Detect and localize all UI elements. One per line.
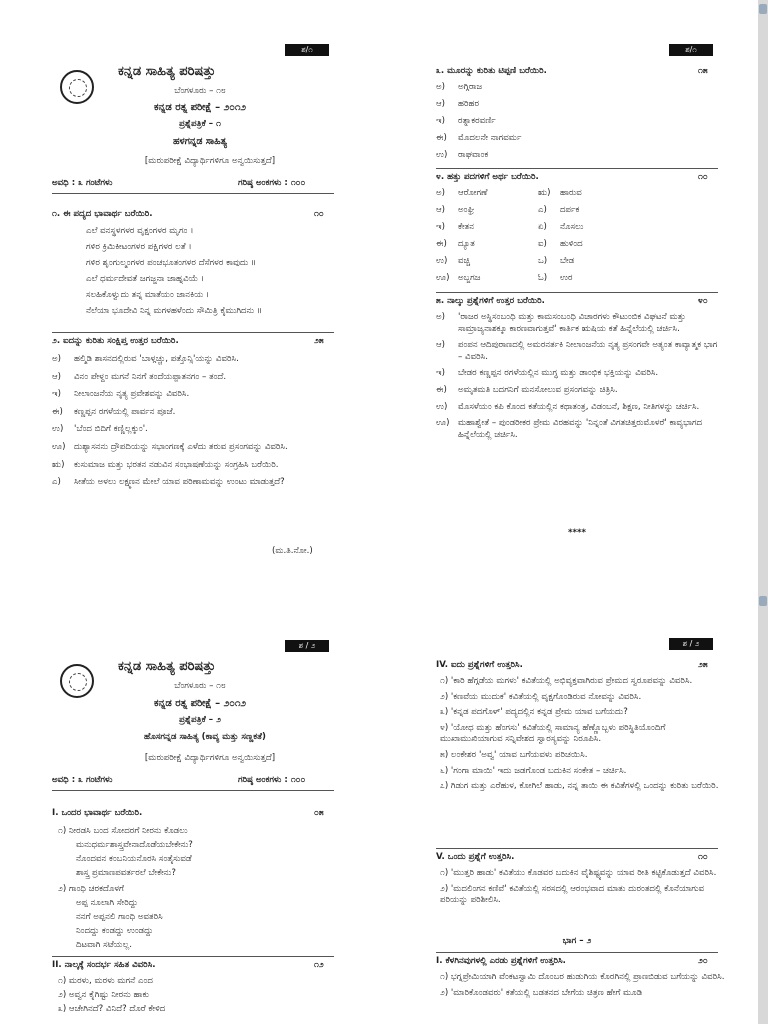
list-item: ಇ) ಬೇಡರ ಕಣ್ಣಪ್ಪನ ರಗಳೆಯಲ್ಲಿನ ಮುಗ್ಧ ಮತ್ತು ಡಾಂಭಿಕ ಭಕ್ತಿಯನ್ನು ವಿವರಿಸಿ. — [436, 368, 659, 379]
question-2: ೨. ಐದನ್ನು ಕುರಿತು ಸಂಕ್ಷಿಪ್ತ ಉತ್ತರ ಬರೆಯಿರಿ. — [52, 336, 179, 346]
end-mark: **** — [568, 528, 586, 538]
poem-line: ಎಲೆ ವನಸ್ಥಳಗಳರ ವೃಕ್ಷಂಗಳರ ಮೃಗಂ । — [86, 226, 194, 236]
question-3-items — [436, 82, 521, 167]
question-I-part-2-items — [440, 972, 725, 1003]
paper-code: ಶ / ೨ — [285, 640, 329, 652]
list-item: ೧) 'ಕಾರಿ ಹೆಗ್ಗಡೆಯ ಮಗಳು' ಕವಿತೆಯಲ್ಲಿ ಅಭಿವ್ಯಕ್ತವಾಗಿರುವ ಪ್ರೇಮದ ಸ್ವರೂಪವನ್ನು ವಿವರಿಸಿ. — [440, 676, 693, 686]
parishat-logo — [60, 664, 94, 698]
page-3 — [0, 620, 384, 1024]
question-II: II. ನಾಲ್ಕಕ್ಕೆ ಸಂದರ್ಭ ಸಹಿತ ವಿವರಿಸಿ. — [52, 960, 156, 970]
list-item: ಈ) ದ್ಯೂತ ಐ) ಹುಳಿಂದ — [436, 239, 583, 249]
poem — [86, 226, 356, 322]
poem-line: ೨) ಗಾಂಧಿ ಚರಕದೊಳಗೆ — [58, 884, 124, 894]
list-item: ೧) ಮರಳು, ಮರಳು ಮಗನೆ ಎಂದ — [58, 976, 153, 986]
page-marker-icon[interactable] — [759, 596, 767, 606]
question-3: ೩. ಮೂರನ್ನು ಕುರಿತು ಟಿಪ್ಪಣಿ ಬರೆಯಿರಿ. — [436, 66, 547, 76]
city: ಬೆಂಗಳೂರು – ೧೮ — [174, 86, 226, 96]
question-1: ೧. ಈ ಪದ್ಯದ ಭಾವಾರ್ಥ ಬರೆಯಿರಿ. — [52, 209, 153, 219]
question-II-marks: ೧೨ — [314, 960, 324, 970]
paper-number: ಪ್ರಶ್ನೆಪತ್ರಿಕೆ – ೨ — [179, 715, 221, 725]
question-V-marks: ೧೦ — [698, 852, 708, 862]
poem-line: ನೆಲೆಯಾ ಭೂದೇವಿ ನಿನ್ನ ಮಗಳಹಳೆಂದು ಸೌಮಿತ್ರಿ ಕೈಮುಗಿದನು ॥ — [86, 306, 263, 316]
paper-code: ಶ / ೨ — [669, 638, 713, 650]
poem-line: ಮನುಧರ್ಮಶಾಸ್ತ್ರವೇನಾದೊಡೆಯಬೇಕೇನು? — [76, 840, 193, 850]
note: [ಮರುಪರೀಕ್ಷೆ ವಿದ್ಯಾರ್ಥಿಗಳಿಗೂ ಅನ್ವಯಿಸುತ್ತದೆ] — [144, 156, 276, 166]
org-name: ಕನ್ನಡ ಸಾಹಿತ್ಯ ಪರಿಷತ್ತು — [118, 64, 216, 79]
divider — [436, 848, 718, 849]
list-item: ೩) 'ಕನ್ನಡ ಪದಗೊಳ್' ಪದ್ಯದಲ್ಲಿನ ಕನ್ನಡ ಪ್ರೇಮ ಯಾವ ಬಗೆಯದು? — [440, 707, 628, 718]
divider — [52, 956, 334, 957]
list-item: ಈ) ಕಣ್ಣಪ್ಪನ ರಗಳೆಯಲ್ಲಿ ಪಾರ್ವನ ಪೂಜೆ. — [52, 406, 176, 417]
list-item: ಇ) ಕೇತನ ಏ) ನೊಸಲು — [436, 222, 584, 232]
poem-line: ಗಳಿರ ಕ್ರಿಮಿಕೀಟಂಗಳರ ಪಕ್ಷಿಗಳರ ಲತೆ । — [86, 242, 192, 252]
list-item: ೨) 'ಮದಲಿಂಗನ ಕಣಿವೆ' ಕವಿತೆಯಲ್ಲಿ ಸರಸದಲ್ಲಿ ಆರಂಭವಾದ ಮಾತು ದುರಂತದಲ್ಲಿ ಕೊನೆಯಾಗುವ ಪರಿಯನ್ನು ಪರಿಶೀಲಿಸಿ. — [440, 883, 705, 906]
list-item: ಅ) ಆರೋಗಣೆ ಋ) ಹಾರುವ — [436, 188, 582, 198]
list-item: ೬) 'ಗಂಗಾ ಮಾಯಿ' ಇದು ಜಡಗೊಂಡ ಬದುಕಿನ ಸಂಕೇತ – ಚರ್ಚಿಸಿ. — [440, 765, 627, 776]
divider — [52, 193, 334, 194]
list-item: ಅ) 'ರಾಜರ ಅಸ್ಥಿಸಂಬಂಧಿ ಮತ್ತು ಕಾಮಸಂಬಂಧಿ ವಿಚಾರಗಳು ಕೌಟುಂಬಿಕ ವಿಘಟನೆ ಮತ್ತು ಸಾಮ್ರಾಜ್ಯನಾಶಕ್ಕೂ ಕಾರಣವಾಗುತ್ತವೆ' ಕಾರ್ತಿಕ ಋಷಿಯ ಕತೆ ಹಿನ್ನೆಲೆಯಲ್ಲಿ ಚರ್ಚಿಸಿ. — [436, 312, 686, 334]
paper-code: ಶ/೧ — [669, 44, 713, 56]
question-2-items — [52, 354, 337, 495]
question-I: I. ಒಂದರ ಭಾವಾರ್ಥ ಬರೆಯಿರಿ. — [52, 808, 143, 818]
max-marks: ಗರಿಷ್ಠ ಅಂಕಗಳು : ೧೦೦ — [238, 178, 306, 188]
note: [ಮರುಪರೀಕ್ಷೆ ವಿದ್ಯಾರ್ಥಿಗಳಿಗೂ ಅನ್ವಯಿಸುತ್ತದೆ] — [144, 753, 276, 763]
question-4: ೪. ಹತ್ತು ಪದಗಳಿಗೆ ಅರ್ಥ ಬರೆಯಿರಿ. — [436, 172, 539, 182]
poem-2 — [58, 884, 163, 954]
list-item: ೧) ಭಗ್ನಪ್ರೇಮಿಯಾಗಿ ವೆಂಕಟಸ್ವಾಮಿ ದೊಂಬರ ಹುಡುಗಿಯ ಕೊರಗಿನಲ್ಲಿ ಪ್ರಾಣಬಿಡುವ ಬಗೆಯನ್ನು ವಿವರಿಸಿ. — [440, 972, 725, 982]
part-heading: ಭಾಗ – ೨ — [562, 936, 592, 946]
list-item: ಅ) ಅಗ್ಗಿರಾಜ — [436, 82, 483, 92]
divider — [436, 952, 718, 953]
list-item: ಋ) ಕುಸುಮಾಜ ಮತ್ತು ಭರತನ ನಡುವಿನ ಸಂಭಾಷಣೆಯನ್ನು ಸಂಗ್ರಹಿಸಿ ಬರೆಯಿರಿ. — [52, 459, 279, 470]
poem-line: ಶಾಸ್ತ್ರ ಪ್ರಮಾಣಪವರ್ತರಲೆ ಬೇಕೇನು? — [76, 868, 176, 878]
list-item: ಎ) ಸೀತೆಯ ಅಳಲು ಲಕ್ಷ್ಮಣನ ಮೇಲೆ ಯಾವ ಪರಿಣಾಮವನ್ನು ಉಂಟು ಮಾಡುತ್ತದೆ? — [52, 477, 285, 488]
list-item: ಈ) ಅಮೃತಮತಿ ಬದಗನಿಗೆ ಮನಸೋಲುವ ಪ್ರಸಂಗವನ್ನು ಚಿತ್ರಿಸಿ. — [436, 384, 618, 395]
divider — [52, 790, 334, 791]
divider — [52, 332, 334, 333]
list-item: ೨) 'ಕಣವೆಯ ಮುದುಕ' ಕವಿತೆಯಲ್ಲಿ ವೃಕ್ಷಗೊಂಡಿರುವ ನೋವನ್ನು ವಿವರಿಸಿ. — [440, 691, 642, 702]
paper-number: ಪ್ರಶ್ನೆಪತ್ರಿಕೆ – ೧ — [179, 119, 221, 129]
list-item: ೨) 'ಮಾರಿಕೊಂಡವರು' ಕತೆಯಲ್ಲಿ ಬಡತನದ ಬೇಗೆಯ ಚಿತ್ರಣ ಹೇಗೆ ಮೂಡಿ — [440, 987, 643, 998]
subject: ಹಳಗನ್ನಡ ಸಾಹಿತ್ಯ — [172, 136, 228, 147]
page-1 — [0, 0, 384, 600]
list-item: ಉ) ವಚ್ಚಿ ಒ) ಬೇಡ — [436, 256, 575, 266]
question-3-marks: ೧೫ — [698, 66, 708, 76]
page-marker-icon[interactable] — [759, 4, 767, 14]
question-2-marks: ೨೫ — [314, 336, 324, 346]
parishat-logo — [60, 70, 94, 104]
question-IV-items — [440, 676, 725, 797]
poem-line: ನೊಂದವನ ಕಂಬನಿಯನೊರಸಿ ಸಂತೈಸುವಡೆ — [76, 854, 192, 864]
question-5: ೫. ನಾಲ್ಕು ಪ್ರಶ್ನೆಗಳಿಗೆ ಉತ್ತರ ಬರೆಯಿರಿ. — [436, 296, 545, 306]
please-turn-over: (ಮ.ತಿ.ನೋ.) — [272, 546, 313, 556]
question-V: V. ಒಂದು ಪ್ರಶ್ನೆಗೆ ಉತ್ತರಿಸಿ. — [436, 852, 515, 862]
poem-line: ಸಲಹಿಕೊಳ್ವುದು ತನ್ನ ಮಾತೆಯಂ ಜಾನಕಿಯ । — [86, 290, 210, 300]
paper-code: ಶ/೧ — [285, 44, 329, 56]
scrollbar[interactable] — [758, 0, 768, 1024]
poem-line: ಅಪ್ಪ ನೂಲಾಗಿ ಸೇರಿದ್ದು — [76, 898, 138, 908]
question-I-part-2-marks: ೨೦ — [698, 956, 708, 966]
list-item: ೩) ಆಚೇಗಿನದೆ? ವಿನಿದೆ? ದೊರೆ ಕೇಳಿದ — [58, 1004, 166, 1014]
question-4-marks: ೧೦ — [698, 172, 708, 182]
exam-name: ಕನ್ನಡ ರತ್ನ ಪರೀಕ್ಷೆ – ೨೦೧೨ — [153, 102, 247, 113]
divider — [436, 292, 718, 293]
poem-1 — [58, 826, 193, 882]
list-item: ಉ) ರಾಘವಾಂಕ — [436, 150, 489, 160]
list-item: ೧) 'ಮುತ್ತರಿ ಹಾಡು' ಕವಿತೆಯು ಕೊಡವರ ಬದುಕಿನ ವೈಶಿಷ್ಟ್ಯವನ್ನು ಯಾವ ರೀತಿ ಕಟ್ಟಿಕೊಡುತ್ತದೆ ವಿವರಿಸಿ. — [440, 868, 717, 878]
list-item: ಉ) ಮೊಸಳೆಯಂ ಕಪಿ ಕೊಂದ ಕತೆಯಲ್ಲಿನ ಕಥಾತಂತ್ರ, ವಿಡಂಬನೆ, ಶಿಕ್ಷಣ, ನೀತಿಗಳನ್ನು ಚರ್ಚಿಸಿ. — [436, 401, 700, 412]
list-item: ಆ) ಹರಿಹರ — [436, 99, 479, 109]
question-5-items — [436, 312, 721, 446]
poem-line: ನಿಂದದ್ದು ಕಂಡದ್ದು ಉಂಡದ್ದು — [76, 926, 154, 936]
poem-line: ೧) ನೀರಡಸಿ ಬಂದ ಸೋದರಗೆ ನೀರನು ಕೊಡಲು — [58, 826, 188, 836]
list-item: ಅ) ಹಲ್ಮಿಡಿ ಶಾಸನದಲ್ಲಿರುವ 'ಬಾಳ್ಗಚ್ಚು, ಪತ್ತೊನ್ಸಿ'ಯನ್ನು ವಿವರಿಸಿ. — [52, 354, 239, 364]
list-item: ಉ) 'ಬೆಂದ ಬಿದಿಗೆ ಕಣ್ಣಿಲ್ಲಕ್ಕುಂ'. — [52, 424, 148, 435]
subject: ಹೊಸಗನ್ನಡ ಸಾಹಿತ್ಯ (ಕಾವ್ಯ ಮತ್ತು ಸಣ್ಣಕತೆ) — [144, 732, 266, 742]
list-item: ೪) 'ಯೋಧ ಮತ್ತು ಹೆಂಗಸು' ಕವಿತೆಯಲ್ಲಿ ಸಾಮಾನ್ಯ ಹೆಣ್ಣೊಬ್ಬಳು ಪರಿಸ್ಥಿತಿಯೊಂದಿಗೆ ಮುಖಾಮುಖಿಯಾಗುವ ಸನ್ನಿವೇಶದ ಸ್ವಾರಸ್ಯವನ್ನು ನಿರೂಪಿಸಿ. — [440, 722, 666, 745]
question-IV: IV. ಐದು ಪ್ರಶ್ನೆಗಳಿಗೆ ಉತ್ತರಿಸಿ. — [436, 660, 523, 670]
list-item: ೭) ಗಿಡುಗ ಮತ್ತು ಎರೆಹುಳ, ಕೋಗಿಲೆ ಹಾಡು, ನನ್ನ ತಾಯಿ ಈ ಕವಿತೆಗಳಲ್ಲಿ ಒಂದನ್ನು ಕುರಿತು ಬರೆಯಿರಿ. — [440, 781, 719, 792]
list-item: ಆ) ಅಂಘ್ರಿ ಎ) ದರ್ಪಕ — [436, 205, 580, 215]
duration: ಅವಧಿ : ೩ ಗಂಟೆಗಳು — [52, 775, 113, 785]
org-name: ಕನ್ನಡ ಸಾಹಿತ್ಯ ಪರಿಷತ್ತು — [118, 659, 216, 674]
page-2 — [384, 0, 758, 600]
max-marks: ಗರಿಷ್ಠ ಅಂಕಗಳು : ೧೦೦ — [238, 775, 306, 785]
city: ಬೆಂಗಳೂರು – ೧೮ — [174, 681, 226, 691]
poem-line: ನನಗೆ ಅಪ್ಪನಲಿ ಗಾಂಧಿ ಅವತರಿಸಿ — [76, 912, 163, 922]
duration: ಅವಧಿ : ೩ ಗಂಟೆಗಳು — [52, 178, 113, 188]
list-item: ಇ) ರತ್ನಾಕರವರ್ಣಿ — [436, 116, 496, 126]
question-4-items — [436, 188, 636, 290]
divider — [436, 168, 718, 169]
question-I-part-2: I. ಕೆಳಗಿನವುಗಳಲ್ಲಿ ಎರಡು ಪ್ರಶ್ನೆಗಳಿಗೆ ಉತ್ತರಿಸಿ. — [436, 956, 566, 966]
question-V-items — [440, 868, 725, 911]
list-item: ಊ) ಮಹಾಶ್ವೇತೆ – ಪುಂಡರೀಕರ ಪ್ರೇಮ ವಿರಹವನ್ನು 'ನಿನ್ನಂತೆ ವಿಗತಚಿತ್ತರುಮೊಳರೆ' ಕಾವ್ಯಭಾಗದ ಹಿನ್ನೆಲೆಯಲ್ಲಿ ಚರ್ಚಿಸಿ. — [436, 418, 703, 440]
list-item: ೨) ಅವ್ವನ ಕೈಗಿಷ್ಟು ನೀರನು ಹಾಕು — [58, 990, 150, 1000]
list-item: ಇ) ನೀಲಾಂಜನೆಯ ನೃತ್ಯ ಪ್ರವೇಶವನ್ನು ವಿವರಿಸಿ. — [52, 389, 190, 400]
exam-name: ಕನ್ನಡ ರತ್ನ ಪರೀಕ್ಷೆ – ೨೦೧೨ — [153, 698, 247, 709]
poem-line: ಗಳಿರ ಶೃಂಗುಲ್ಮಂಗಳರ ಪಂಚಭೂತಂಗಳರ ದೆಸೆಗಳರ ಕಾವುದು ॥ — [86, 258, 257, 268]
list-item: ಊ) ಅಬ್ಜಗಜ ಓ) ಉರ — [436, 273, 573, 283]
question-II-items — [58, 976, 165, 1018]
question-5-marks: ೪೦ — [698, 296, 708, 306]
question-1-marks: ೧೦ — [314, 209, 324, 219]
poem-line: ಎಲೆ ಧರ್ಮದೇವತೆ ಜಗಜ್ಜನಾ ಜಾಹ್ನವಿಯೆ । — [86, 274, 205, 284]
list-item: ಈ) ಮೊದಲನೇ ನಾಗವರ್ಮ — [436, 133, 522, 143]
question-I-marks: ೦೫ — [314, 808, 324, 818]
poem-line: ದಿಟವಾಗಿ ಸಟೆಯಲ್ಲ. — [76, 940, 132, 950]
page-4 — [384, 620, 758, 1024]
list-item: ಆ) ಪಂಪನ ಆದಿಪುರಾಣದಲ್ಲಿ ಅಮರನರ್ತಕಿ ನೀಲಾಂಜನೆಯ ನೃತ್ಯ ಪ್ರಸಂಗವೇ ಅತ್ಯಂತ ಕಾವ್ಯಾತ್ಮಕ ಭಾಗ – ವಿವರಿಸಿ. — [436, 340, 718, 362]
list-item: ಆ) ವಿನಂ ಪೇಳ್ದಂ ಮಗನೆ ನಿನಗೆ ತಂದೆಯಪ್ಪಾತನಗಂ – ತಂದೆ. — [52, 371, 227, 382]
list-item: ೫) ಲಂಕೇಶರ 'ಅವ್ವ' ಯಾವ ಬಗೆಯವಳು ಪರಿಚಯಿಸಿ. — [440, 749, 588, 760]
list-item: ಊ) ದುಶ್ಯಾಸನನು ದ್ರೌಪದಿಯನ್ನು ಸಭಾಂಗಣಕ್ಕೆ ಎಳೆದು ತರುವ ಪ್ರಸಂಗವನ್ನು ವಿವರಿಸಿ. — [52, 441, 288, 452]
question-IV-marks: ೨೫ — [698, 660, 708, 670]
